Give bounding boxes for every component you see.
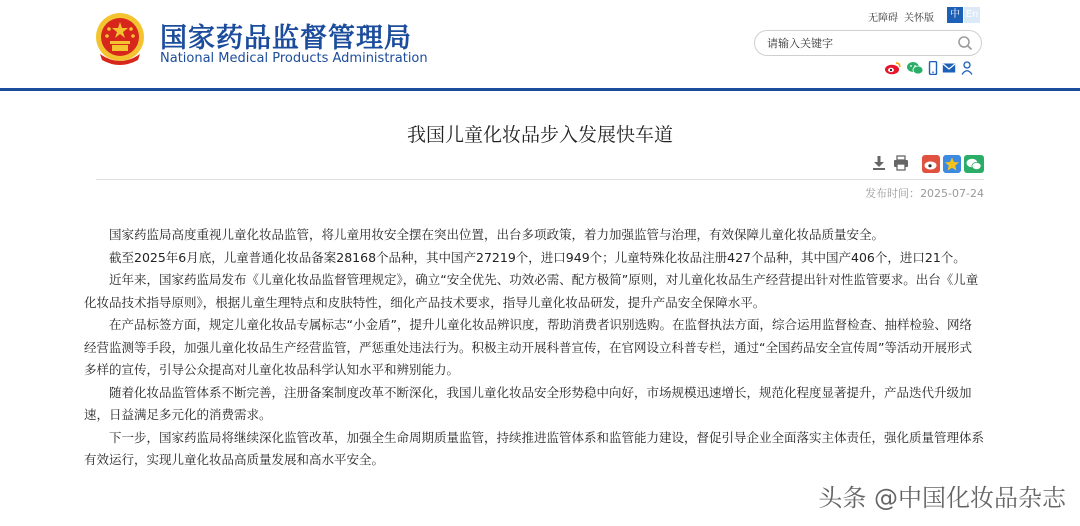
meta-divider <box>96 179 984 180</box>
article-body <box>84 224 984 472</box>
search-box <box>754 30 982 56</box>
search-icon[interactable] <box>957 35 973 51</box>
print-icon[interactable] <box>893 155 909 171</box>
accessibility-link[interactable]: 无障碍 <box>868 13 898 24</box>
care-mode-link[interactable]: 关怀版 <box>904 13 934 24</box>
mobile-icon[interactable] <box>928 61 938 75</box>
paragraph: 下一步，国家药监局将继续深化监管改革，加强全生命周期质量监管，持续推进监管体系和监管能力建设，督促引导企业全面落实主体责任，强化质量管理体系有效运行，实现儿童化妆品高质量发展和高水平安全。 <box>84 429 985 467</box>
lang-zh-button[interactable]: 中 <box>947 7 963 23</box>
weibo-icon[interactable] <box>884 61 902 75</box>
paragraph: 近年来，国家药监局发布《儿童化妆品监督管理规定》，确立“安全优先、功效必需、配方极简”原则，对儿童化妆品生产经营提出针对性监管要求。出台《儿童化妆品技术指导原则》，根据儿童生理特点和皮肤特性，细化产品技术要求，指导儿童化妆品研发，提升产品安全保障水平。 <box>84 272 979 310</box>
source-watermark: 头条 @中国化妆品杂志 <box>818 484 1066 512</box>
national-emblem-logo[interactable] <box>94 10 146 68</box>
article-title: 我国儿童化妆品步入发展快车道 <box>406 124 673 146</box>
site-name-en[interactable]: National Medical Products Administration <box>160 51 428 66</box>
wechat-share-icon[interactable] <box>964 155 984 173</box>
paragraph: 截至2025年6月底，儿童普通化妆品备案28168个品种，其中国产27219个，进口949个；儿童特殊化妆品注册427个品种，其中国产406个，进口21个。 <box>109 249 966 265</box>
user-icon[interactable] <box>961 61 973 75</box>
wechat-icon[interactable] <box>906 61 924 75</box>
qzone-share-icon[interactable] <box>943 155 961 173</box>
header-divider <box>0 88 1080 91</box>
paragraph: 随着化妆品监管体系不断完善，注册备案制度改革不断深化，我国儿童化妆品安全形势稳中向好，市场规模迅速增长，规范化程度显著提升，产品迭代升级加速，日益满足多元化的消费需求。 <box>84 384 972 422</box>
search-input[interactable] <box>767 35 947 51</box>
publish-date-value: 2025-07-24 <box>920 187 984 200</box>
publish-date-label: 发布时间： <box>865 187 921 200</box>
download-icon[interactable] <box>871 155 887 171</box>
weibo-share-icon[interactable] <box>922 155 940 173</box>
publish-date <box>865 185 984 201</box>
site-name-cn[interactable]: 国家药品监督管理局 <box>160 23 412 54</box>
email-icon[interactable] <box>942 61 956 75</box>
paragraph: 国家药监局高度重视儿童化妆品监管，将儿童用妆安全摆在突出位置，出台多项政策，着力加强监管与治理，有效保障儿童化妆品质量安全。 <box>109 227 885 242</box>
site-header <box>0 0 1080 90</box>
lang-en-button[interactable]: En <box>964 7 980 23</box>
paragraph: 在产品标签方面，规定儿童化妆品专属标志“小金盾”，提升儿童化妆品辨识度，帮助消费者识别选购。在监督执法方面，综合运用监督检查、抽样检验、网络经营监测等手段，加强儿童化妆品生产经营监管，严惩重处违法行为。积极主动开展科普宣传，在官网设立科普专栏，通过“全国药品安全宣传周”等活动开展形式多样的宣传，引导公众提高对儿童化妆品科学认知水平和辨别能力。 <box>84 317 972 377</box>
